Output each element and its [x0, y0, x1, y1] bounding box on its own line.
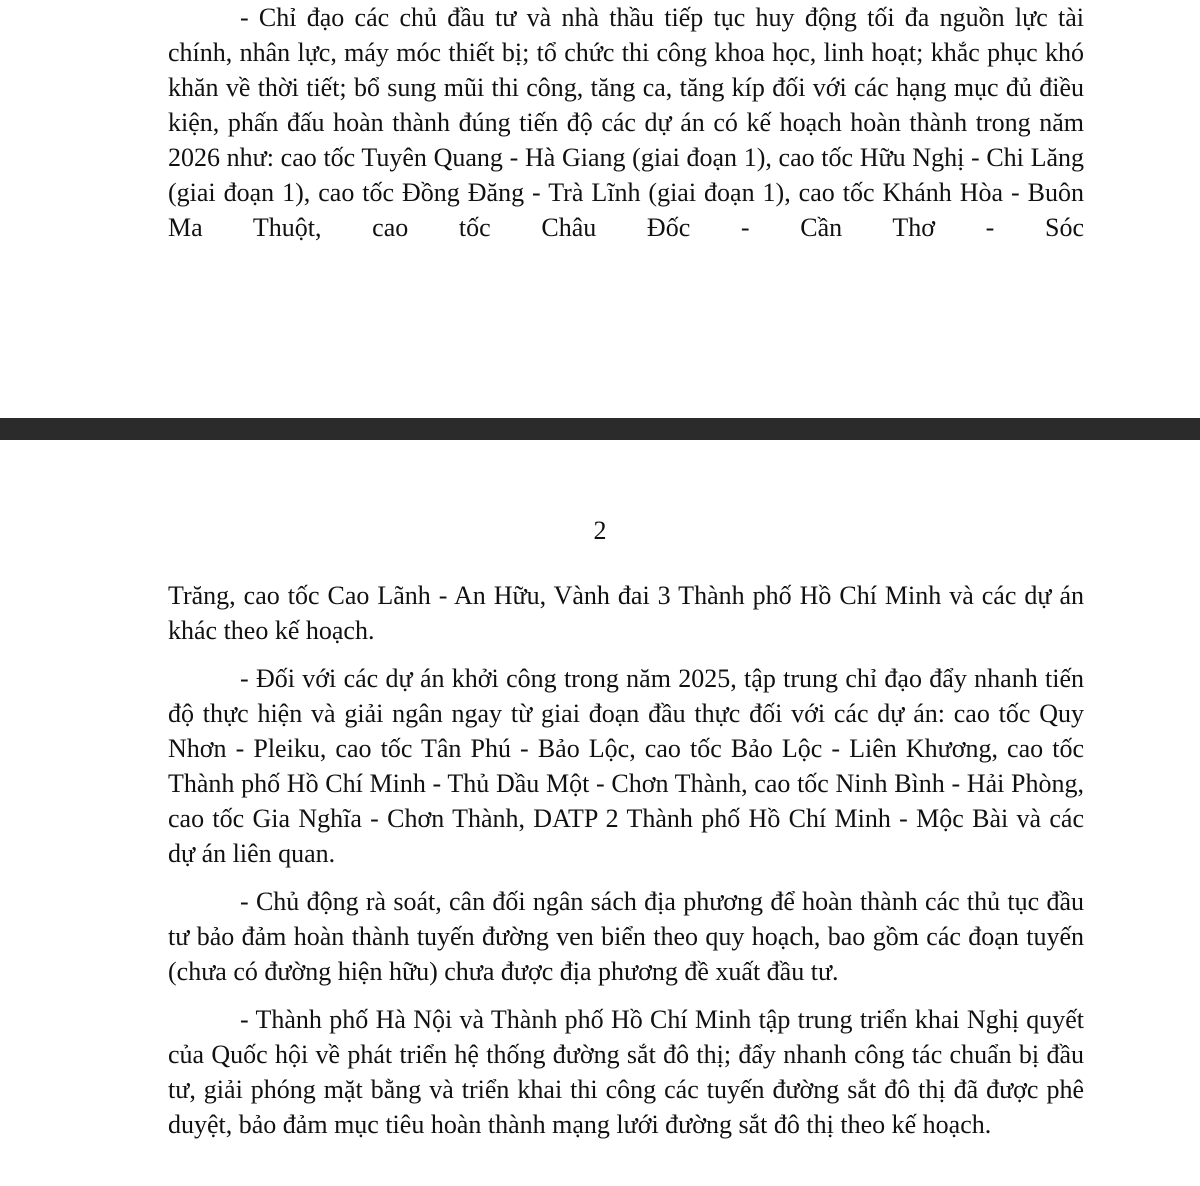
paragraph-coastal-road: - Chủ động rà soát, cân đối ngân sách địa phương để hoàn thành các thủ tục đầu tư bảo đảm hoàn thành tuyến đường ven biển theo quy hoạch, bao gồm các đoạn tuyến (chưa có đường hiện hữu) chưa được địa phương đề xuất đầu tư. [168, 887, 1084, 986]
document-page-2 [0, 440, 1200, 1186]
paragraph-urban-railway: - Thành phố Hà Nội và Thành phố Hồ Chí Minh tập trung triển khai Nghị quyết của Quốc hội về phát triển hệ thống đường sắt đô thị; đẩy nhanh công tác chuẩn bị đầu tư, giải phóng mặt bằng và triển khai thi công các tuyến đường sắt đô thị đã được phê duyệt, bảo đảm mục tiêu hoàn thành mạng lưới đường sắt đô thị theo kế hoạch. [168, 1005, 1084, 1139]
paragraph-expressway-schedule: - Chỉ đạo các chủ đầu tư và nhà thầu tiếp tục huy động tối đa nguồn lực tài chính, nhân lực, máy móc thiết bị; tổ chức thi công khoa học, linh hoạt; khắc phục khó khăn về thời tiết; bổ sung mũi thi công, tăng ca, tăng kíp đối với các hạng mục đủ điều kiện, phấn đấu hoàn thành đúng tiến độ các dự án có kế hoạch hoàn thành trong năm 2026 như: cao tốc Tuyên Quang - Hà Giang (giai đoạn 1), cao tốc Hữu Nghị - Chi Lăng (giai đoạn 1), cao tốc Đồng Đăng - Trà Lĩnh (giai đoạn 1), cao tốc Khánh Hòa - Buôn Ma Thuột, cao tốc Châu Đốc - Cần Thơ - Sóc [168, 3, 1084, 242]
page-separator [0, 418, 1200, 440]
document-page-previous [0, 0, 1200, 418]
page-number: 2 [593, 516, 607, 545]
page-previous-text [168, 0, 1084, 245]
page-2-text [168, 578, 1084, 1142]
paragraph-continuation: Trăng, cao tốc Cao Lãnh - An Hữu, Vành đai 3 Thành phố Hồ Chí Minh và các dự án khác theo kế hoạch. [168, 581, 1084, 645]
paragraph-2025-projects: - Đối với các dự án khởi công trong năm 2025, tập trung chỉ đạo đẩy nhanh tiến độ thực hiện và giải ngân ngay từ giai đoạn đầu thực đối với các dự án: cao tốc Quy Nhơn - Pleiku, cao tốc Tân Phú - Bảo Lộc, cao tốc Bảo Lộc - Liên Khương, cao tốc Thành phố Hồ Chí Minh - Thủ Dầu Một - Chơn Thành, cao tốc Ninh Bình - Hải Phòng, cao tốc Gia Nghĩa - Chơn Thành, DATP 2 Thành phố Hồ Chí Minh - Mộc Bài và các dự án liên quan. [168, 664, 1084, 868]
